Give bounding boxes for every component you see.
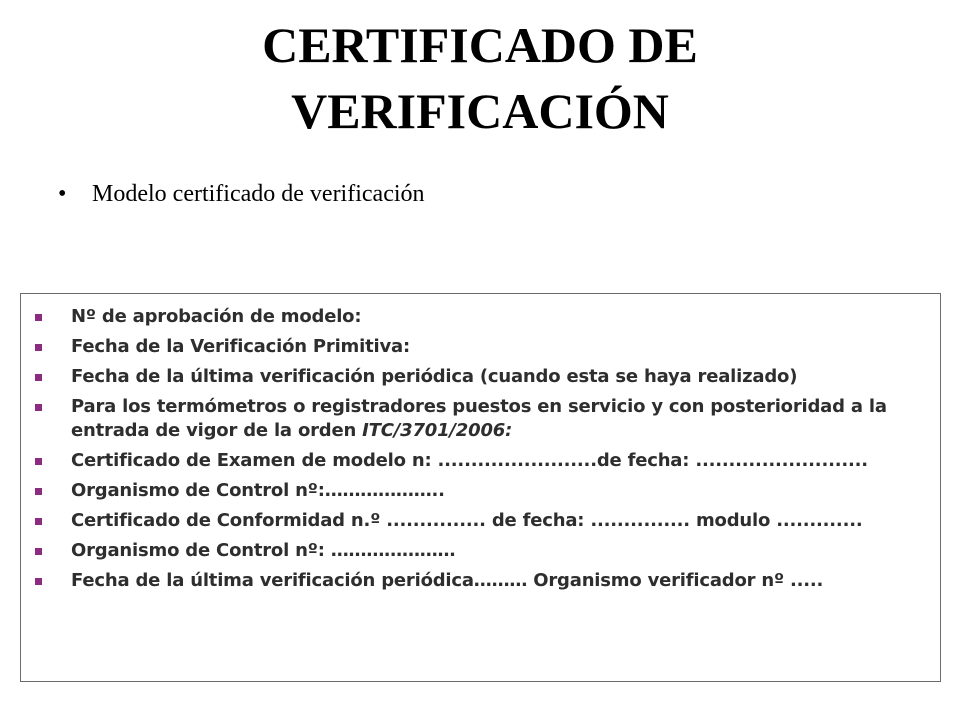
square-bullet-icon [35, 374, 42, 381]
title-line-1: CERTIFICADO DE [262, 17, 698, 73]
square-bullet-icon [35, 404, 42, 411]
certificate-fields-list [21, 305, 940, 599]
square-bullet-icon [35, 314, 42, 321]
item-italic-text: ITC/3701/2006: [362, 420, 513, 441]
item-text: Certificado de Examen de modelo n: ........................de fecha: .......................... [71, 450, 868, 471]
bullet-text: Modelo certificado de verificación [92, 181, 425, 207]
list-item [21, 539, 940, 563]
item-text: Fecha de la Verificación Primitiva: [71, 336, 410, 357]
list-item [21, 365, 940, 389]
list-item [21, 305, 940, 329]
item-text: Certificado de Conformidad n.º ............... de fecha: ............... modulo ............. [71, 510, 863, 531]
list-item [21, 395, 940, 443]
square-bullet-icon [35, 578, 42, 585]
list-item [21, 509, 940, 533]
title-line-2: VERIFICACIÓN [291, 83, 669, 139]
list-item [21, 479, 940, 503]
certificate-model-box [20, 293, 941, 682]
slide-title [0, 12, 960, 144]
list-item [21, 449, 940, 473]
list-item [21, 569, 940, 593]
item-text: Para los termómetros o registradores puestos en servicio y con posterioridad a la entrada de vigor de la orden [71, 396, 887, 441]
item-text: Organismo de Control nº:……………….. [71, 480, 445, 501]
item-text: Nº de aprobación de modelo: [71, 306, 362, 327]
square-bullet-icon [35, 458, 42, 465]
bullet-point [58, 176, 425, 212]
list-item [21, 335, 940, 359]
square-bullet-icon [35, 488, 42, 495]
square-bullet-icon [35, 344, 42, 351]
item-text: Fecha de la última verificación periódica (cuando esta se haya realizado) [71, 366, 798, 387]
bullet-dot-icon: • [58, 181, 67, 207]
item-text: Organismo de Control nº: ………………… [71, 540, 456, 561]
square-bullet-icon [35, 518, 42, 525]
square-bullet-icon [35, 548, 42, 555]
item-text: Fecha de la última verificación periódica……… Organismo verificador nº ..... [71, 570, 824, 591]
